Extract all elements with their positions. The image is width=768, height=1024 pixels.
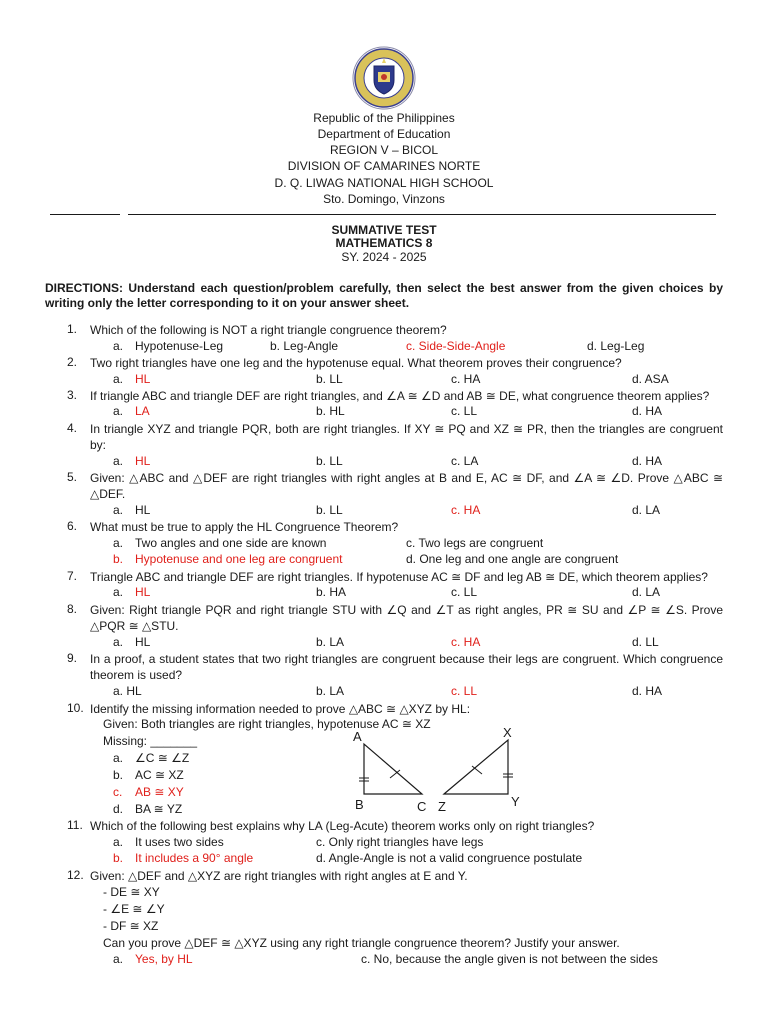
label-z: Z [438,799,446,814]
q3-text: If triangle ABC and triangle DEF are right triangles, and ∠A ≅ ∠D and AB ≅ DE, what congruence theorem applies? [90,389,710,403]
q6-option-d: d. One leg and one angle are congruent [406,552,619,566]
q9-option-a: a. HL [113,684,142,698]
q11-option-d: d. Angle-Angle is not a valid congruence postulate [316,851,583,865]
q7-option-c: c. LL [451,585,478,599]
header-department: Department of Education [317,127,451,141]
q4-number: 4. [67,421,78,435]
q10-letter-d: d. [113,802,124,816]
directions: DIRECTIONS: Understand each question/problem carefully, then select the best answer from the given choices by writing only the letter corresponding to it on your answer sheet. [45,281,723,310]
test-title: SUMMATIVE TEST [331,223,437,237]
q6-option-c: c. Two legs are congruent [406,536,544,550]
q10-option-b: AC ≅ XZ [135,768,184,782]
triangle-xyz [444,740,508,794]
q12-prompt: Can you prove △DEF ≅ △XYZ using any right triangle congruence theorem? Justify your answer. [103,936,620,950]
q5-text: Given: △ABC and △DEF are right triangles with right angles at B and E, AC ≅ DF, and ∠A ≅ ∠D. Prove △ABC ≅ △DEF. [90,471,723,501]
q2-option-a-answer: HL [135,372,151,386]
q10-given: Given: Both triangles are right triangles, hypotenuse AC ≅ XZ [103,717,431,731]
q10-number: 10. [67,701,84,715]
q3-option-c: c. LL [451,404,478,418]
q7-option-a-answer: HL [135,585,151,599]
q10-text: Identify the missing information needed to prove △ABC ≅ △XYZ by HL: [90,702,471,716]
q1-option-d: d. Leg-Leg [587,339,645,353]
q11-letter-a: a. [113,835,124,849]
q7-text: Triangle ABC and triangle DEF are right triangles. If hypotenuse AC ≅ DF and leg AB ≅ DE, which theorem applies? [90,570,708,584]
triangle-abc [364,744,422,794]
q8-number: 8. [67,602,78,616]
q11-letter-b: b. [113,851,124,865]
q4-option-c: c. LA [451,454,479,468]
q11-option-a: It uses two sides [135,835,224,849]
q7-option-d: d. LA [632,585,661,599]
header-region: REGION V – BICOL [329,143,439,157]
header-republic: Republic of the Philippines [313,111,455,125]
q9-number: 9. [67,651,78,665]
q6-letter-a: a. [113,536,124,550]
q4-letter-a: a. [113,454,124,468]
q9-text: In a proof, a student states that two right triangles are congruent because their legs are congruent. Which congruence theorem is used? [90,652,723,682]
q10-option-d: BA ≅ YZ [135,802,183,816]
q12-letter-a: a. [113,952,124,966]
subject-title: MATHEMATICS 8 [335,236,433,250]
q3-option-d: d. HA [632,404,663,418]
q3-number: 3. [67,388,78,402]
label-b: B [355,797,364,812]
q1-option-c-answer: c. Side-Side-Angle [406,339,506,353]
q8-option-b: b. LA [316,635,345,649]
q4-option-d: d. HA [632,454,663,468]
q8-option-a: HL [135,635,151,649]
q5-letter-a: a. [113,503,124,517]
q8-text: Given: Right triangle PQR and right triangle STU with ∠Q and ∠T as right angles, PR ≅ SU and ∠P ≅ ∠S. Prove △PQR ≅ △STU. [90,603,723,633]
q12-number: 12. [67,868,84,882]
q10-letter-c: c. [113,785,123,799]
q3-letter-a: a. [113,404,124,418]
q10-option-c-answer: AB ≅ XY [135,785,184,799]
q1-number: 1. [67,322,78,336]
header-school: D. Q. LIWAG NATIONAL HIGH SCHOOL [274,176,494,190]
q2-option-c: c. HA [451,372,481,386]
deped-seal-logo [352,46,416,110]
q12-option-a-answer: Yes, by HL [135,952,193,966]
q5-option-c-answer: c. HA [451,503,481,517]
q7-number: 7. [67,569,78,583]
q6-letter-b: b. [113,552,124,566]
q11-text: Which of the following best explains why LA (Leg-Acute) theorem works only on right triangles? [90,819,595,833]
q6-number: 6. [67,519,78,533]
q1-letter-a: a. [113,339,124,353]
q6-option-a: Two angles and one side are known [135,536,327,550]
q10-letter-a: a. [113,751,124,765]
q8-option-c-answer: c. HA [451,635,481,649]
q12-given-3: - DF ≅ XZ [103,919,159,933]
q4-text: In triangle XYZ and triangle PQR, both are right triangles. If XY ≅ PQ and XZ ≅ PR, then the triangles are congruent by: [90,422,723,452]
q5-option-b: b. LL [316,503,343,517]
q5-option-d: d. LA [632,503,661,517]
q11-number: 11. [67,818,83,832]
q3-option-b: b. HL [316,404,345,418]
label-a: A [353,729,362,744]
q2-text: Two right triangles have one leg and the hypotenuse equal. What theorem proves their congruence? [90,356,622,370]
q10-missing: Missing: _______ [103,734,198,748]
q9-option-d: d. HA [632,684,663,698]
label-x: X [503,726,512,740]
q12-given-1: - DE ≅ XY [103,885,160,899]
label-y: Y [511,794,520,809]
q8-letter-a: a. [113,635,124,649]
q2-letter-a: a. [113,372,124,386]
q6-text: What must be true to apply the HL Congruence Theorem? [90,520,399,534]
q4-option-b: b. LL [316,454,343,468]
q12-option-c: c. No, because the angle given is not between the sides [361,952,658,966]
label-c: C [417,799,427,814]
q9-option-b: b. LA [316,684,345,698]
q12-given-2: - ∠E ≅ ∠Y [103,902,165,916]
q3-option-a-answer: LA [135,404,150,418]
q1-option-b: b. Leg-Angle [270,339,339,353]
q7-option-b: b. HA [316,585,347,599]
q2-option-b: b. LL [316,372,343,386]
q4-option-a-answer: HL [135,454,151,468]
q1-text: Which of the following is NOT a right triangle congruence theorem? [90,323,447,337]
q11-option-c: c. Only right triangles have legs [316,835,484,849]
q1-option-a: Hypotenuse-Leg [135,339,224,353]
q9-option-c-answer: c. LL [451,684,478,698]
q7-letter-a: a. [113,585,124,599]
q5-option-a: HL [135,503,151,517]
q8-option-d: d. LL [632,635,659,649]
q6-option-b-answer: Hypotenuse and one leg are congruent [135,552,343,566]
school-year: SY. 2024 - 2025 [341,250,427,264]
q10-option-a: ∠C ≅ ∠Z [135,751,190,765]
q11-option-b-answer: It includes a 90° angle [135,851,254,865]
header-address: Sto. Domingo, Vinzons [323,192,445,206]
triangles-figure [350,726,540,816]
q5-number: 5. [67,470,78,484]
divider-main [128,214,716,215]
q2-option-d: d. ASA [632,372,669,386]
header-division: DIVISION OF CAMARINES NORTE [287,159,481,173]
q12-text: Given: △DEF and △XYZ are right triangles with right angles at E and Y. [90,869,468,883]
divider-left [50,214,120,215]
q10-letter-b: b. [113,768,124,782]
q2-number: 2. [67,355,78,369]
